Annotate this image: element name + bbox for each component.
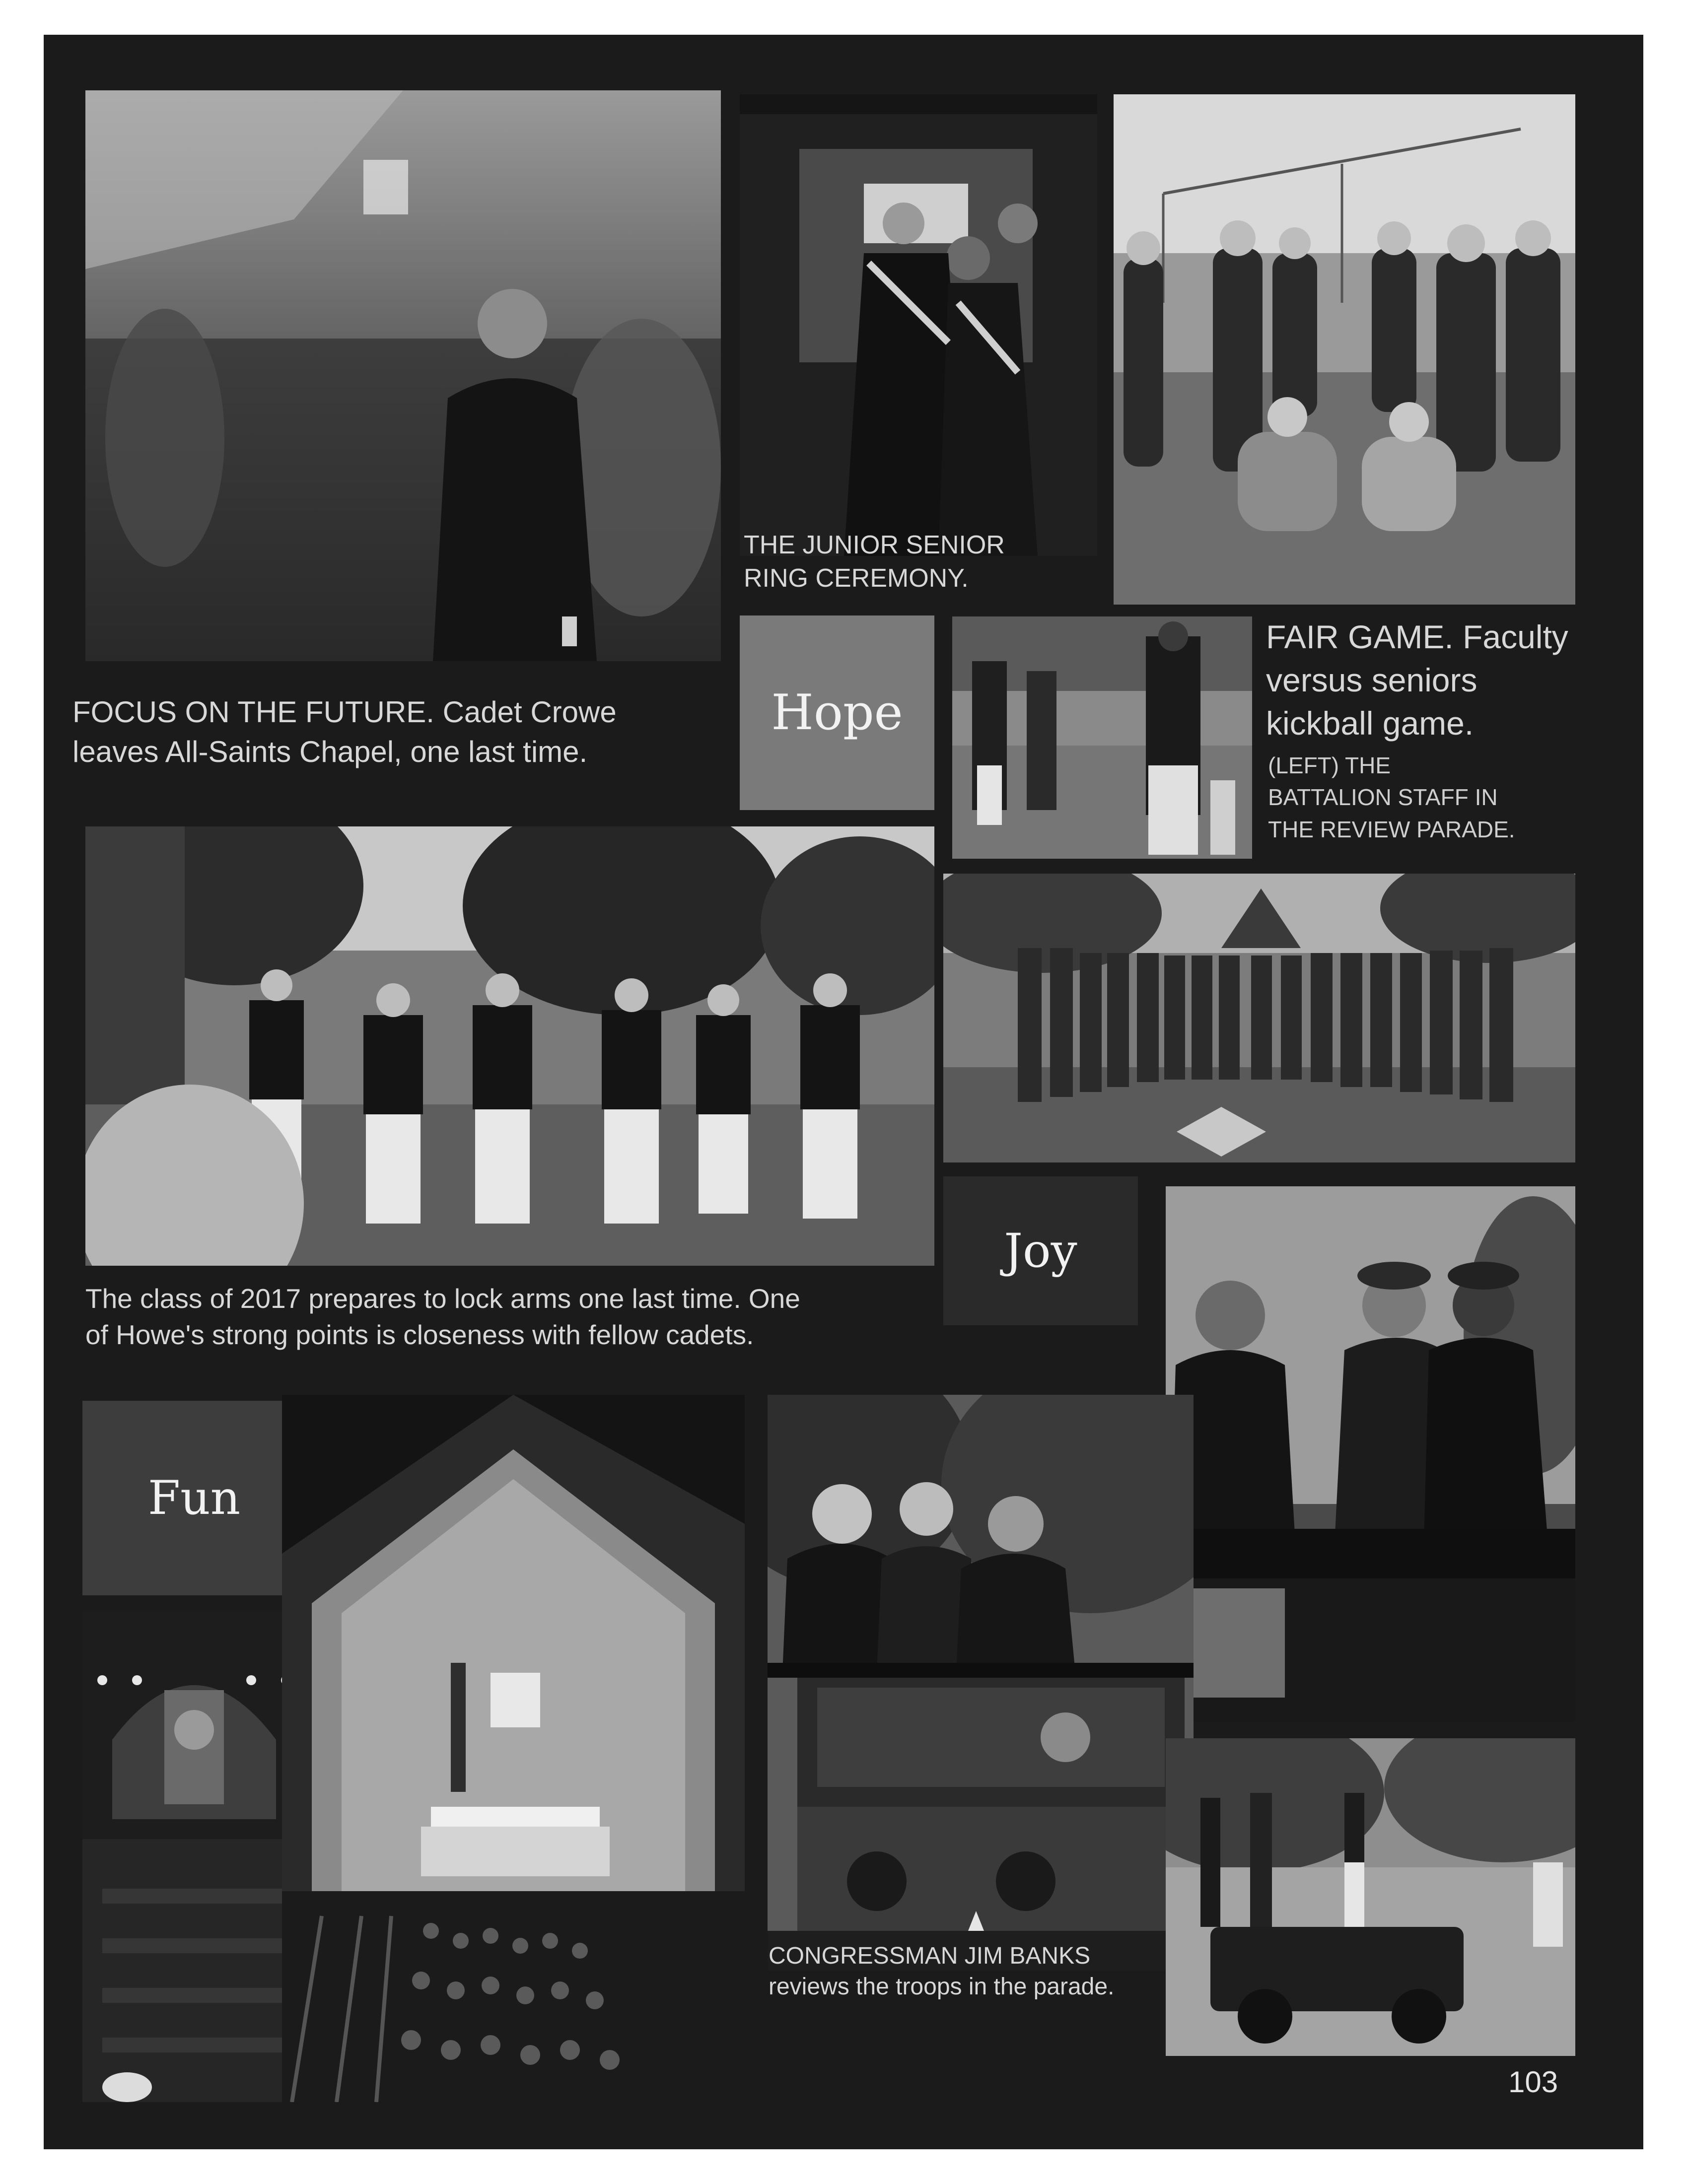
photo-chapel-interior xyxy=(282,1395,745,2102)
caption-fair-game: FAIR GAME. Faculty versus seniors kickball game. xyxy=(1266,618,1568,742)
photo-class-of-2017 xyxy=(85,826,934,1266)
page-number: 103 xyxy=(1508,2065,1558,2099)
photo-ring-ceremony xyxy=(740,94,1097,556)
photo-chapel-altar-small xyxy=(82,1611,306,2102)
photo-jeep-review-field xyxy=(1166,1738,1575,2056)
word-joy: Joy xyxy=(1004,1224,1077,1278)
caption-battalion-staff: (LEFT) THE BATTALION STAFF IN THE REVIEW PARADE. xyxy=(1268,752,1515,842)
word-fun: Fun xyxy=(147,1471,241,1525)
photo-cadets-formation xyxy=(943,874,1575,1162)
caption-class-of-2017: The class of 2017 prepares to lock arms one last time. One of Howe's strong points is closeness with fellow cadets. xyxy=(85,1283,800,1351)
word-box-fun xyxy=(82,1401,306,1595)
word-box-joy xyxy=(943,1176,1138,1325)
caption-congressman-jim-banks: CONGRESSMAN JIM BANKS reviews the troops in the parade. xyxy=(769,1943,1115,2000)
photo-congressman-closeup xyxy=(1166,1186,1575,1722)
caption-ring-ceremony: THE JUNIOR SENIOR RING CEREMONY. xyxy=(744,531,1005,593)
photo-battalion-staff xyxy=(952,616,1252,859)
word-hope: Hope xyxy=(771,684,903,741)
yearbook-page xyxy=(44,35,1643,2149)
word-box-hope xyxy=(740,615,934,810)
photo-cadet-crowe-chapel xyxy=(85,90,721,661)
photo-congressman-jeep xyxy=(768,1395,1194,1971)
photo-faculty-vs-seniors-group xyxy=(1114,94,1575,605)
caption-focus-on-the-future: FOCUS ON THE FUTURE. Cadet Crowe leaves All-Saints Chapel, one last time. xyxy=(72,695,617,768)
